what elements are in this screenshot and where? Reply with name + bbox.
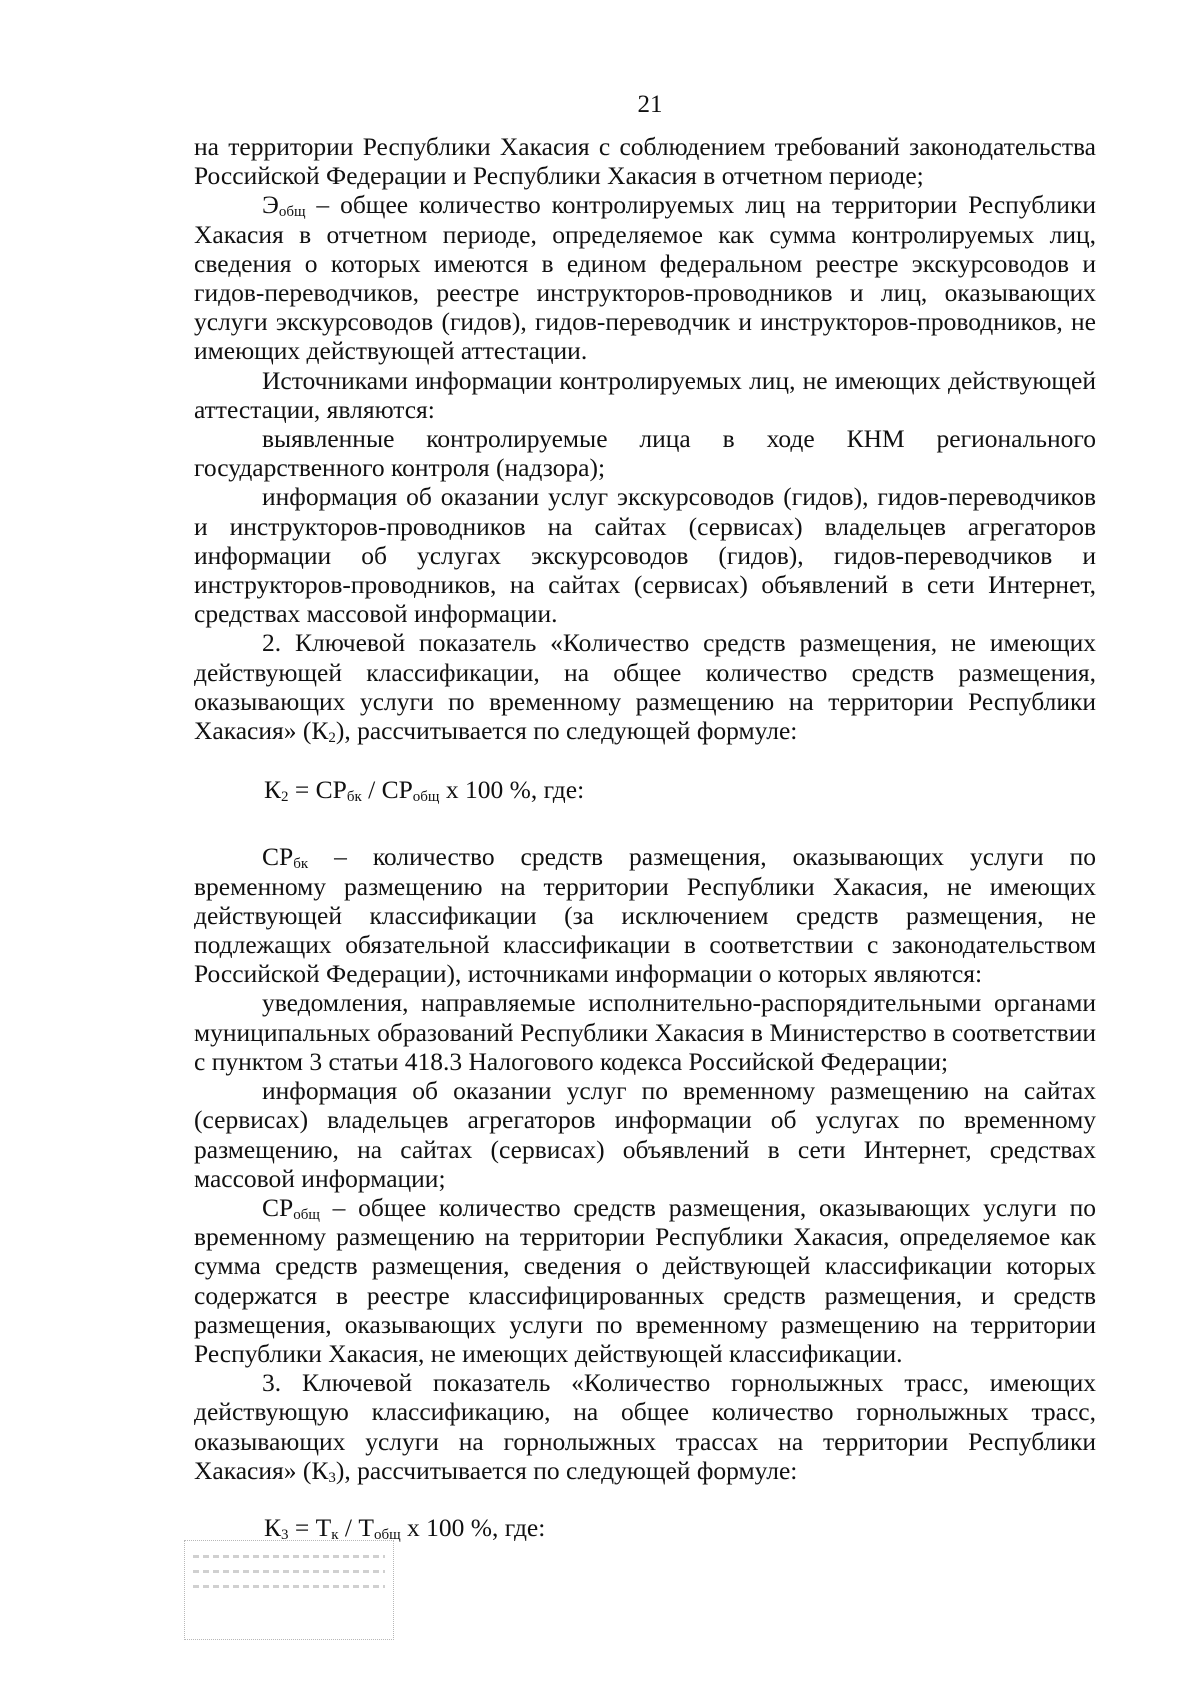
symbol: СР (262, 1192, 294, 1222)
formula-subscript: бк (346, 789, 362, 806)
formula-k3 (194, 1513, 1096, 1542)
indicator-text-tail: ), рассчитывается по следующей формуле: (335, 1455, 798, 1485)
paragraph-indicator-2 (194, 628, 1096, 745)
formula-subscript: общ (373, 1526, 401, 1543)
formula-part: х 100 %, где: (400, 1512, 546, 1542)
indicator-subscript: 3 (328, 1469, 336, 1486)
formula-part: / СР (361, 775, 413, 805)
definition-text: – общее количество средств размещения, оказывающих услуги по временному размещению на территории Республики Хакасия, определяемое как сумма средств размещения, сведения о действующей классификации которых содержатся в реестре классифицированных средств размещения, и средств размещения, оказывающих услуги по временному размещению на территории Республики Хакасия, не имеющих действующей классификации. (194, 1192, 1096, 1368)
indicator-text: 3. Ключевой показатель «Количество горнолыжных трасс, имеющих действующую классификацию, на общее количество горнолыжных трасс, оказывающих услуги на горнолыжных трассах на территории Республики Хакасия» (К (194, 1368, 1096, 1485)
symbol: СР (262, 842, 294, 872)
symbol-subscript: общ (293, 1206, 320, 1223)
indicator-text: 2. Ключевой показатель «Количество средств размещения, не имеющих действующей классификации, на общее количество средств размещения, оказывающих услуги по временному размещению на территории Республики Хакасия» (К (194, 628, 1096, 746)
definition-text: – общее количество контролируемых лиц на территории Республики Хакасия в отчетном периоде, определяемое как сумма контролируемых лиц, сведения о которых имеются в едином федеральном реестре экскурсоводов и гидов-переводчиков, реестре инструкторов-проводников и лиц, оказывающих услуги экскурсоводов (гидов), гидов-переводчик и инструкторов-проводников, не имеющих действующей аттестации. (194, 190, 1096, 366)
symbol-subscript: бк (293, 856, 309, 873)
formula-part: = СР (288, 775, 347, 805)
faded-stamp (184, 1540, 394, 1640)
paragraph: информация об оказании услуг экскурсоводов (гидов), гидов-переводчиков и инструкторов-проводников на сайтах (сервисах) владельцев агрегаторов информации об услугах экскурсоводов (гидов), гидов-переводчиков и инструкторов-проводников, на сайтах (сервисах) объявлений в сети Интернет, средствах массовой информации. (194, 482, 1096, 629)
formula-subscript: к (331, 1526, 339, 1543)
formula-subscript: 3 (281, 1526, 289, 1543)
formula-subscript: 2 (281, 789, 289, 806)
stamp-line (193, 1570, 385, 1573)
stamp-line (193, 1585, 385, 1588)
paragraph-definition-srobshch (194, 1193, 1096, 1368)
paragraph: Источниками информации контролируемых лиц, не имеющих действующей аттестации, являются: (194, 365, 1096, 424)
formula-part: К (264, 1512, 282, 1542)
paragraph: выявленные контролируемые лица в ходе КНМ регионального государственного контроля (надзора); (194, 424, 1096, 483)
definition-text: – количество средств размещения, оказывающих услуги по временному размещению на территории Республики Хакасия, не имеющих действующей классификации (за исключением средств размещения, не подлежащих обязательной классификации в соответствии с законодательством Российской Федерации), источниками информации о которых являются: (194, 842, 1096, 989)
symbol-subscript: общ (278, 204, 306, 221)
indicator-subscript: 2 (328, 730, 336, 747)
formula-subscript: общ (412, 789, 440, 806)
formula-part: К (264, 775, 282, 805)
symbol: Э (262, 190, 279, 220)
formula-k2 (194, 775, 1096, 804)
formula-part: х 100 %, где: (439, 775, 585, 805)
paragraph: уведомления, направляемые исполнительно-распорядительными органами муниципальных образований Республики Хакасия в Министерство в соответствии с пунктом 3 статьи 418.3 Налогового кодекса Российской Федерации; (194, 988, 1096, 1076)
paragraph-definition-srbk (194, 842, 1096, 988)
paragraph-indicator-3 (194, 1368, 1096, 1485)
document-body (194, 132, 1096, 1542)
paragraph: на территории Республики Хакасия с соблюдением требований законодательства Российской Федерации и Республики Хакасия в отчетном периоде; (194, 132, 1096, 191)
formula-part: / Т (338, 1512, 374, 1542)
indicator-text-tail: ), рассчитывается по следующей формуле: (335, 716, 798, 746)
paragraph: информация об оказании услуг по временному размещению на сайтах (сервисах) владельцев агрегаторов информации об услугах по временному размещению, на сайтах (сервисах) объявлений в сети Интернет, средствах массовой информации; (194, 1076, 1096, 1193)
page-number: 21 (637, 91, 663, 118)
stamp-line (193, 1555, 385, 1558)
paragraph-definition-eobshch (194, 190, 1096, 365)
formula-part: = Т (288, 1512, 332, 1542)
